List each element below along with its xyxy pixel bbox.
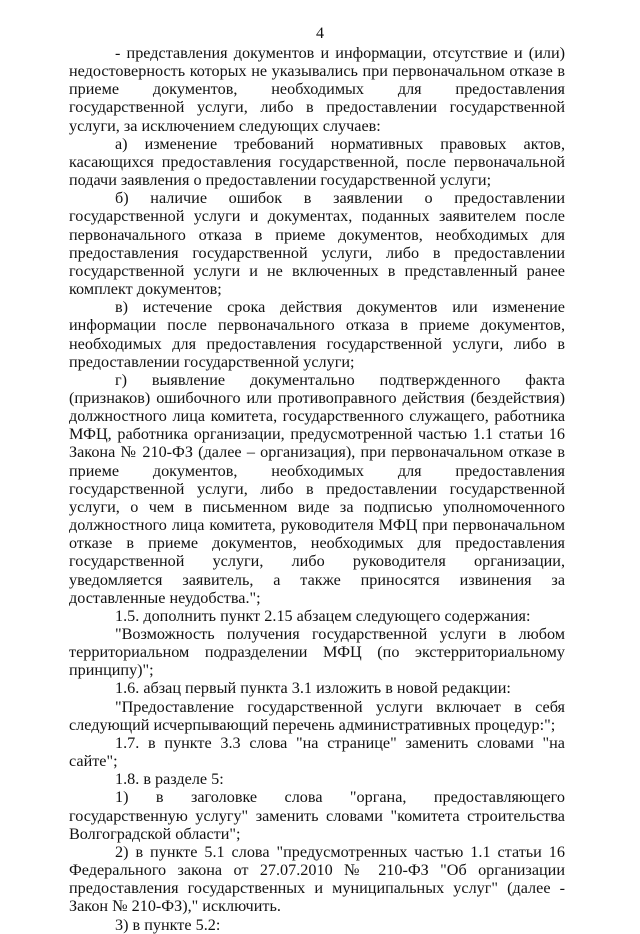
paragraph-intro: - представления документов и информации, отсутствие и (или) недостоверность которых не указывались при первоначальном отказе в приеме документов, необходимых для предоставления государственной услуги, либо в предоставлении государственной услуги, за исключением следующих случаев: bbox=[69, 44, 565, 135]
paragraph-item-1-8: 1.8. в разделе 5: bbox=[115, 770, 224, 789]
paragraph-sub-3: 3) в пункте 5.2: bbox=[115, 915, 221, 934]
paragraph-item-1-5-text: "Возможность получения государственной услуги в любом территориальном подразделении МФЦ (по экстерриториальному принципу)"; bbox=[69, 625, 565, 680]
paragraph-case-g: г) выявление документально подтвержденного факта (признаков) ошибочного или противоправного действия (бездействия) должностного лица комитета, государственного служащего, работника МФЦ, работника организации, предусмотренной частью 1.1 статьи 16 Закона № 210-ФЗ (далее – организация), при первоначальном отказе в приеме документов, необходимых для предоставления государственной услуги, либо в предоставлении государственной услуги, о чем в письменном виде за подписью уполномоченного должностного лица комитета, руководителя МФЦ при первоначальном отказе в приеме документов, необходимых для предоставления государственной услуги, либо руководителя организации, уведомляется заявитель, а также приносятся извинения за доставленные неудобства."; bbox=[69, 370, 565, 607]
paragraph-item-1-6: 1.6. абзац первый пункта 3.1 изложить в новой редакции: bbox=[115, 679, 511, 698]
paragraph-sub-1: 1) в заголовке слова "органа, предоставляющего государственную услугу" заменить словами "комитета строительства Волгоградской области"; bbox=[69, 788, 565, 843]
page-number: 4 bbox=[316, 25, 324, 42]
paragraph-case-b: б) наличие ошибок в заявлении о предоставлении государственной услуги и документах, поданных заявителем после первоначального отказа в приеме документов, необходимых для предоставления государственной услуги, либо в предоставлении государственной услуги и не включенных в представленный ранее комплект документов; bbox=[69, 189, 565, 299]
paragraph-item-1-7: 1.7. в пункте 3.3 слова "на странице" заменить словами "на сайте"; bbox=[69, 733, 565, 771]
paragraph-item-1-5: 1.5. дополнить пункт 2.15 абзацем следующего содержания: bbox=[115, 606, 531, 625]
paragraph-case-v: в) истечение срока действия документов или изменение информации после первоначального отказа в приеме документов, необходимых для предоставления государственной услуги, либо в предоставлении государственной услуги; bbox=[69, 298, 565, 371]
paragraph-case-a: а) изменение требований нормативных правовых актов, касающихся предоставления государственной, после первоначальной подачи заявления о предоставлении государственной услуги; bbox=[69, 134, 565, 190]
paragraph-item-1-6-text: "Предоставление государственной услуги включает в себя следующий исчерпывающий перечень административных процедур:"; bbox=[69, 697, 565, 734]
document-body bbox=[69, 44, 565, 934]
paragraph-sub-2: 2) в пункте 5.1 слова "предусмотренных частью 1.1 статьи 16 Федерального закона от 27.07.2010 № 210-ФЗ "Об организации предоставления государственных и муниципальных услуг" (далее - Закон № 210-ФЗ)," исключить. bbox=[69, 842, 565, 916]
